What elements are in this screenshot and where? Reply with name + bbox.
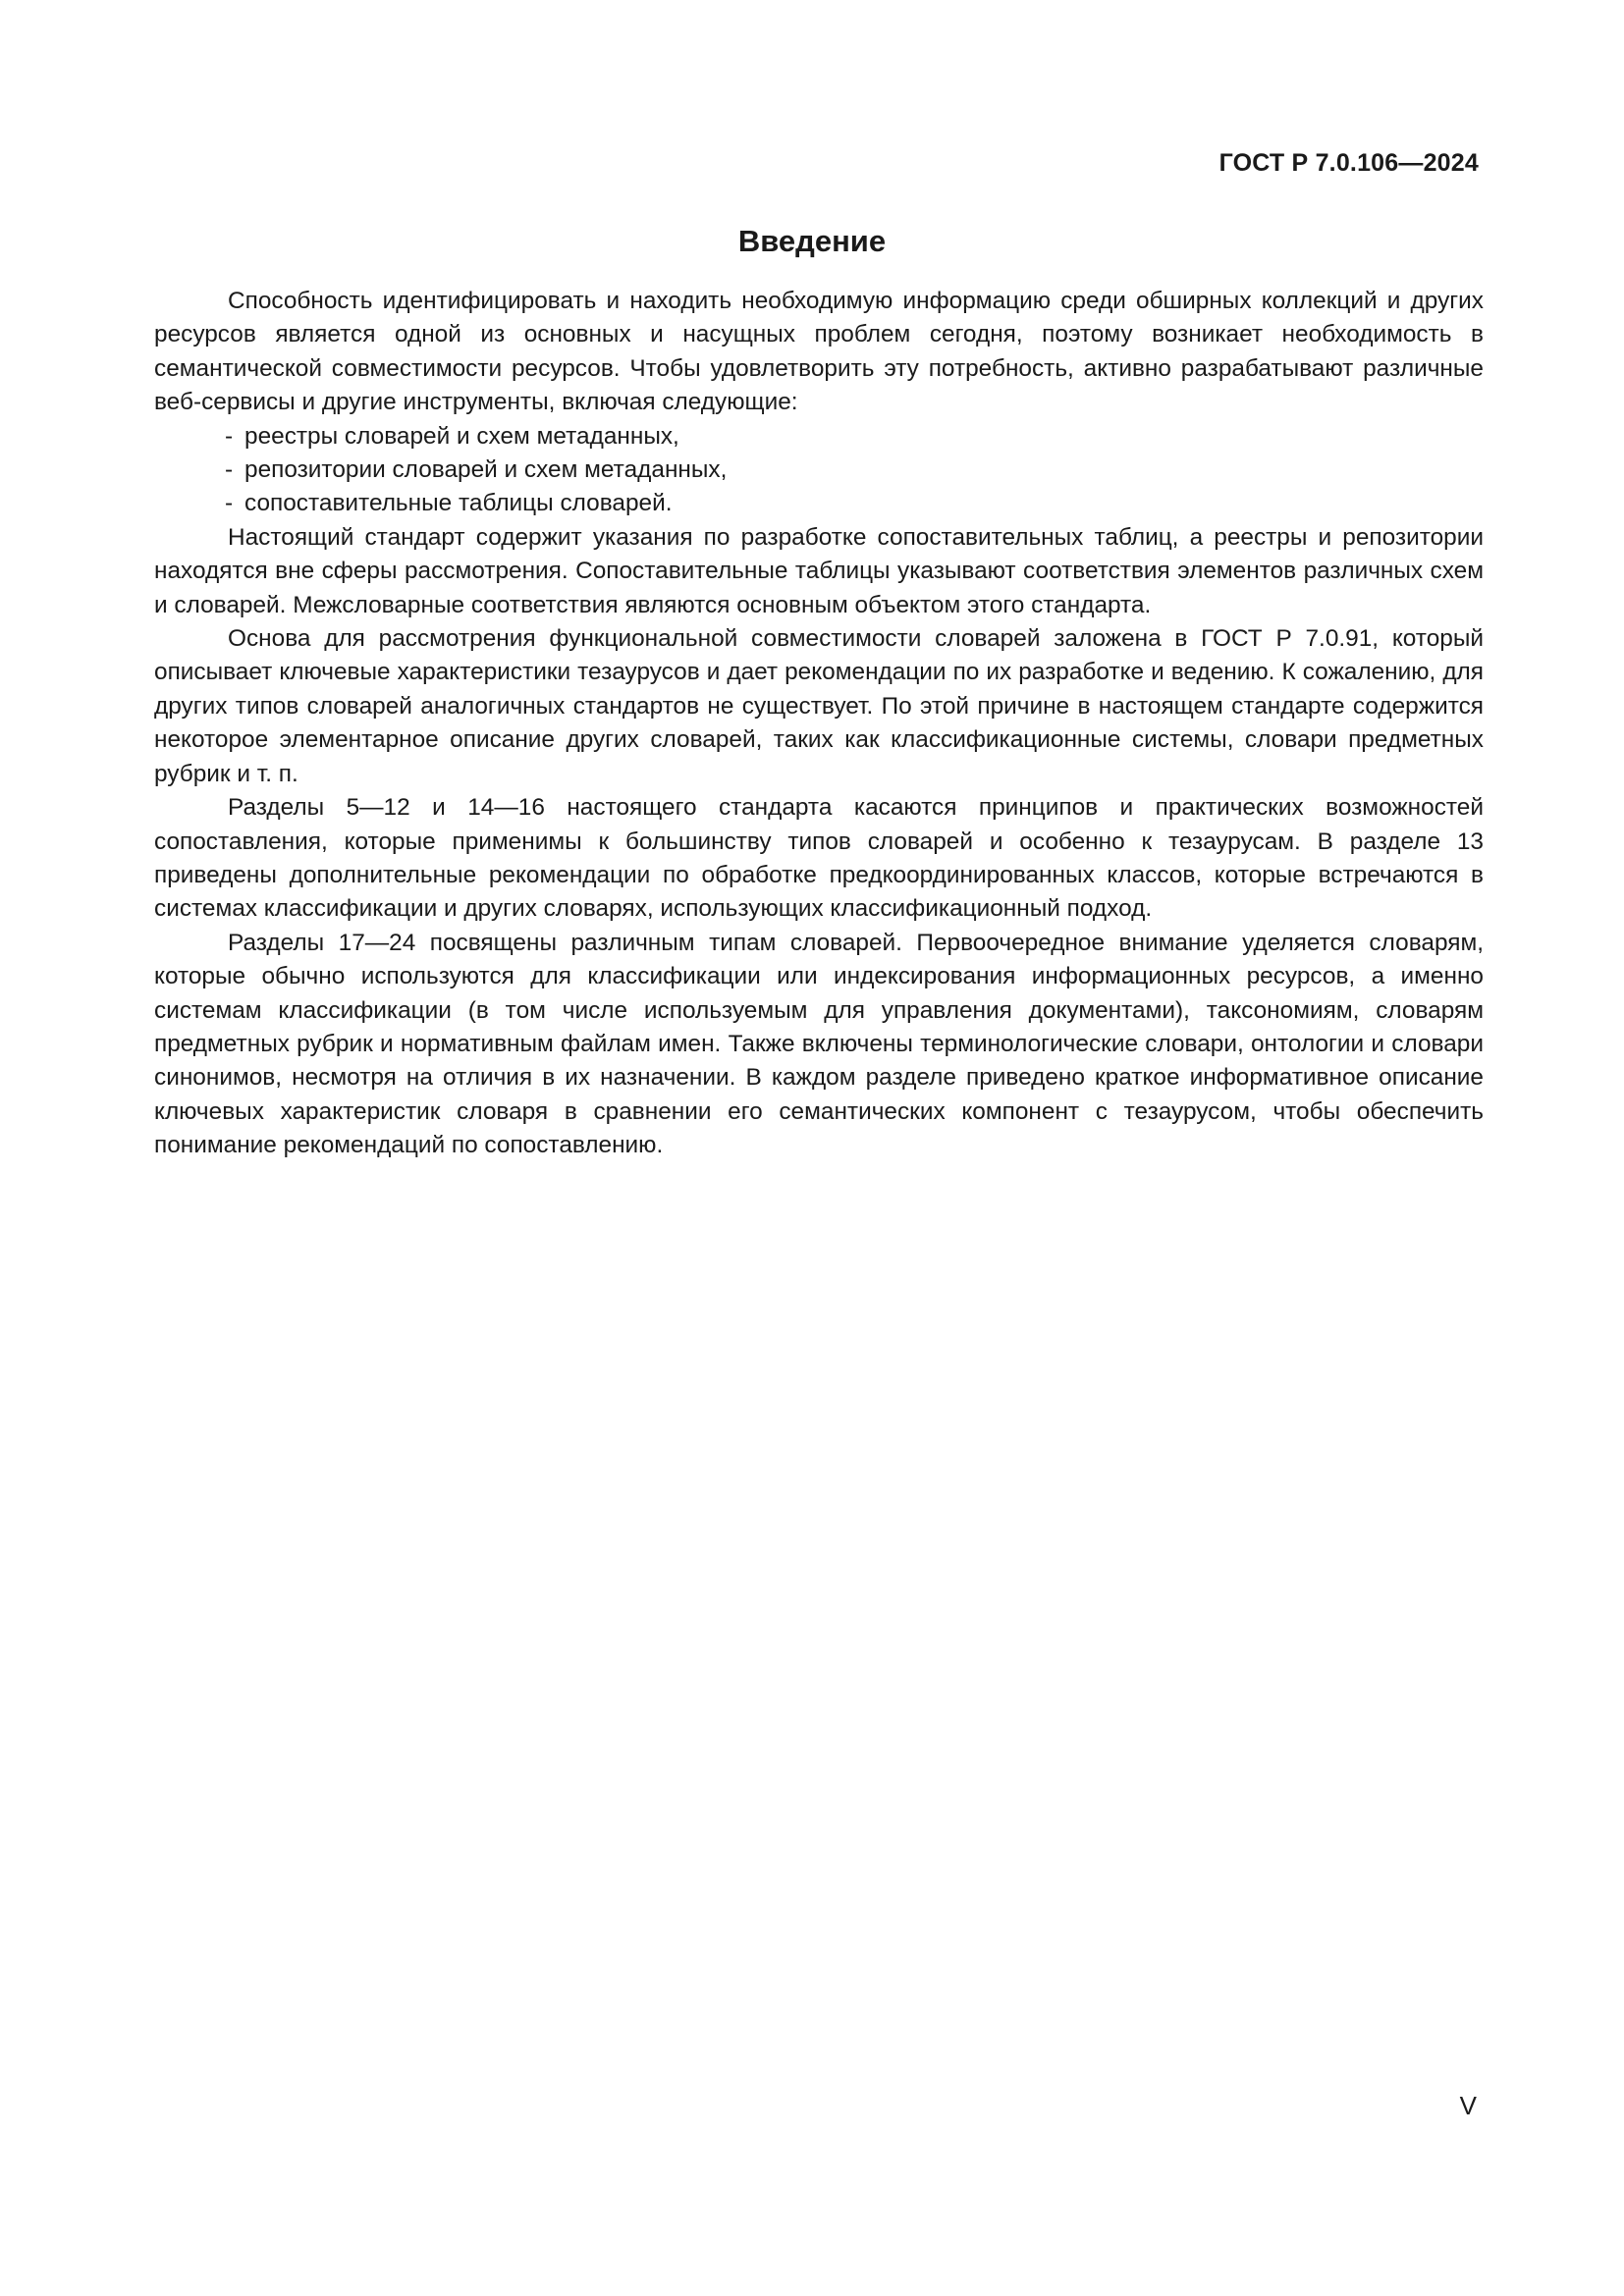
paragraph-3: Основа для рассмотрения функциональной совместимости словарей заложена в ГОСТ Р 7.0.91, который описывает ключевые характеристики тезаурусов и дает рекомендации по их разработке и ведению. К сожалению, для других типов словарей аналогичных стандартов не существует. По этой причине в настоящем стандарте содержится некоторое элементарное описание других словарей, таких как классификационные системы, словари предметных рубрик и т. п. (154, 625, 1484, 787)
dash-marker: - (225, 422, 234, 450)
dash-marker: - (225, 456, 234, 484)
paragraph-2: Настоящий стандарт содержит указания по разработке сопоставительных таблиц, а реестры и репозитории находятся вне сферы рассмотрения. Сопоставительные таблицы указывают соответствия элементов различных схем и словарей. Межсловарные соответствия являются основным объектом этого стандарта. (154, 523, 1484, 618)
list-item (154, 454, 1484, 487)
paragraph-1: Способность идентифицировать и находить необходимую информацию среди обширных коллекций и других ресурсов является одной из основных и насущных проблем сегодня, поэтому возникает необходимость в семантической совместимости ресурсов. Чтобы удовлетворить эту потребность, активно разрабатывают различные веб-сервисы и другие инструменты, включая следующие: (154, 288, 1484, 416)
list-item-text: сопоставительные таблицы словарей. (244, 490, 673, 517)
body-text (154, 285, 1484, 1163)
list-item-text: реестры словарей и схем метаданных, (244, 422, 679, 450)
page-number: V (1459, 2091, 1477, 2120)
section-heading: Введение (737, 224, 887, 258)
dash-marker: - (225, 490, 234, 517)
paragraph-4: Разделы 5—12 и 14—16 настоящего стандарта касаются принципов и практических возможностей сопоставления, которые применимы к большинству типов словарей и особенно к тезаурусам. В разделе 13 приведены дополнительные рекомендации по обработке предкоординированных классов, которые встречаются в системах классификации и других словарях, использующих классификационный подход. (154, 794, 1484, 923)
tools-list (154, 420, 1484, 521)
paragraph-5: Разделы 17—24 посвящены различным типам словарей. Первоочередное внимание уделяется словарям, которые обычно используются для классификации или индексирования информационных ресурсов, а именно системам классификации (в том числе используемым для управления документами), таксономиям, словарям предметных рубрик и нормативным файлам имен. Также включены терминологические словари, онтологии и словари синонимов, несмотря на отличия в их назначении. В каждом разделе приведено краткое информативное описание ключевых характеристик словаря в сравнении его семантических компонент с тезаурусом, чтобы обеспечить понимание рекомендаций по сопоставлению. (154, 929, 1484, 1159)
list-item (154, 487, 1484, 520)
list-item-text: репозитории словарей и схем метаданных, (244, 456, 728, 484)
list-item (154, 420, 1484, 454)
document-code: ГОСТ Р 7.0.106—2024 (1218, 149, 1479, 177)
